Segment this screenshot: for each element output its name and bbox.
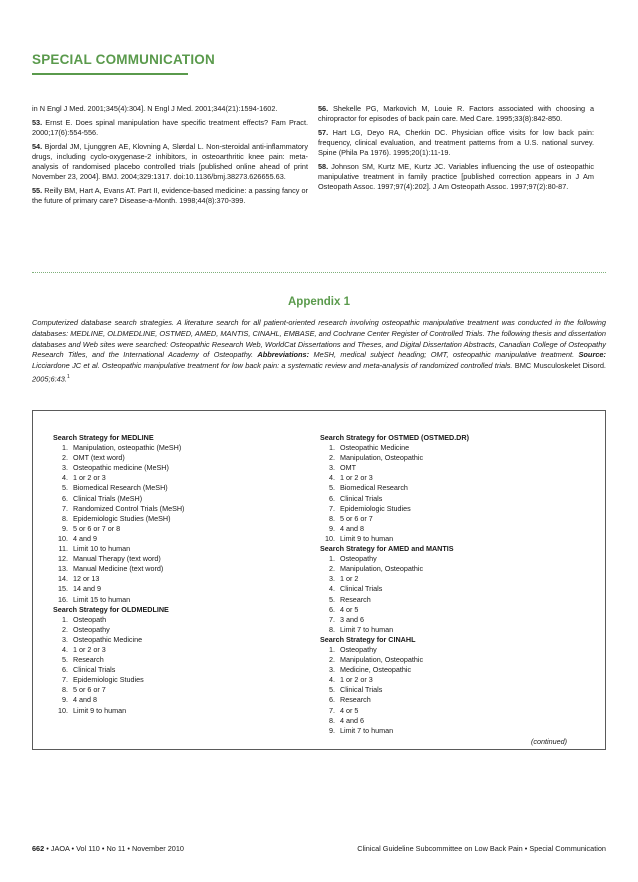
step-number: 6.: [329, 604, 335, 614]
strategy-step: [320, 655, 590, 665]
step-text: Research: [340, 594, 371, 604]
step-number: 6.: [62, 665, 68, 675]
reference-number: 55.: [32, 186, 43, 195]
strategy-step: [53, 706, 313, 716]
step-number: 9.: [329, 725, 335, 735]
strategy-step: [53, 655, 313, 665]
step-text: OMT (text word): [73, 453, 125, 463]
step-number: 5.: [62, 655, 68, 665]
references-right-column: [318, 104, 594, 196]
strategy-step: [53, 483, 313, 493]
strategy-step: [53, 645, 313, 655]
strategy-step: [53, 635, 313, 645]
strategy-step: [320, 564, 590, 574]
step-text: OMT: [340, 463, 356, 473]
step-number: 7.: [62, 503, 68, 513]
source-citation: 2005;6:43.: [32, 374, 67, 384]
page-number: 662: [32, 844, 45, 853]
step-text: 4 and 9: [73, 533, 97, 543]
journal-info: • JAOA • Vol 110 • No 11 • November 2010: [46, 844, 184, 853]
continued-label: (continued): [531, 737, 567, 746]
step-text: 1 or 2 or 3: [73, 473, 106, 483]
step-text: Manual Medicine (text word): [73, 564, 164, 574]
step-text: Manipulation, Osteopathic: [340, 453, 424, 463]
step-number: 3.: [329, 574, 335, 584]
reference-item: [318, 104, 594, 124]
step-number: 2.: [329, 564, 335, 574]
strategy-heading: Search Strategy for MEDLINE: [53, 433, 154, 442]
step-number: 6.: [329, 695, 335, 705]
section-divider: [32, 272, 606, 273]
step-number: 12.: [58, 554, 68, 564]
step-text: Limit 7 to human: [340, 725, 394, 735]
step-text: Limit 9 to human: [340, 533, 394, 543]
step-number: 3.: [62, 463, 68, 473]
strategy-step: [320, 706, 590, 716]
abbreviations-label: Abbreviations:: [257, 350, 310, 360]
strategy-step: [320, 685, 590, 695]
step-text: Manipulation, Osteopathic: [340, 564, 424, 574]
step-number: 8.: [62, 513, 68, 523]
step-text: 4 and 6: [340, 715, 364, 725]
search-strategy-box: [32, 410, 606, 750]
step-number: 11.: [58, 544, 68, 554]
reference-item: [318, 162, 594, 192]
step-text: 5 or 6 or 7 or 8: [73, 523, 121, 533]
appendix-intro: [32, 318, 606, 385]
step-number: 1.: [329, 554, 335, 564]
step-number: 3.: [329, 665, 335, 675]
step-text: Epidemiologic Studies: [73, 675, 144, 685]
step-number: 5.: [329, 594, 335, 604]
strategy-step: [53, 625, 313, 635]
step-number: 9.: [62, 523, 68, 533]
reference-item: [318, 128, 594, 158]
step-text: Osteopathy: [340, 644, 377, 654]
step-number: 15.: [58, 584, 68, 594]
strategy-left-column: [53, 433, 313, 716]
strategy-step: [320, 665, 590, 675]
footer-right: Clinical Guideline Subcommittee on Low Back Pain • Special Communication: [357, 844, 606, 853]
step-text: 1 or 2 or 3: [340, 473, 373, 483]
reference-item: [32, 142, 308, 182]
strategy-step: [53, 463, 313, 473]
step-number: 7.: [329, 503, 335, 513]
step-number: 9.: [62, 695, 68, 705]
strategy-step: [320, 675, 590, 685]
strategy-step: [53, 453, 313, 463]
step-text: 3 and 6: [340, 614, 364, 624]
strategy-step: [320, 645, 590, 655]
step-number: 1.: [62, 614, 68, 624]
step-number: 8.: [329, 715, 335, 725]
strategy-step: [53, 534, 313, 544]
step-text: 14 and 9: [73, 584, 101, 594]
step-text: Osteopathic medicine (MeSH): [73, 463, 169, 473]
step-number: 5.: [62, 483, 68, 493]
abbreviations-text: MeSH, medical subject heading; OMT, osteopathic manipulative treatment.: [313, 350, 575, 360]
step-number: 7.: [62, 675, 68, 685]
step-number: 4.: [329, 675, 335, 685]
step-number: 4.: [62, 473, 68, 483]
strategy-step: [320, 595, 590, 605]
step-number: 3.: [62, 634, 68, 644]
reference-item: [32, 118, 308, 138]
intro-text: Computerized database search strategies. A literature search for all patient-oriented research involving osteopathic manipulative treatment was conducted in the following databases: MEDLINE, OLDMEDLINE, OSTMED, AMED, MANTIS, CINAHL, EMBASE, and Cochrane Center Register of Controlled Trials. The following thesis and dissertation databases and Web sites were searched: Osteopathic Research Web, WorldCat Dissertations and Theses, and Digital Dissertation Abstracts, Canadian College of Osteopathy Research Titles, and the International Academy of Osteopathy.: [32, 318, 606, 360]
step-text: Epidemiologic Studies (MeSH): [73, 513, 171, 523]
strategy-step: [320, 514, 590, 524]
step-number: 5.: [329, 483, 335, 493]
strategy-step: [320, 443, 590, 453]
reference-text: Ernst E. Does spinal manipulation have specific treatment effects? Fam Pract. 2000;17(6):554-556.: [32, 118, 309, 137]
section-header: SPECIAL COMMUNICATION: [32, 52, 215, 67]
references-left-column: [32, 104, 308, 210]
strategy-step: [320, 716, 590, 726]
step-number: 1.: [62, 443, 68, 453]
step-text: Limit 7 to human: [340, 624, 394, 634]
step-number: 9.: [329, 523, 335, 533]
step-number: 8.: [329, 624, 335, 634]
strategy-step: [53, 504, 313, 514]
strategy-step: [320, 483, 590, 493]
step-number: 1.: [329, 443, 335, 453]
strategy-step: [53, 544, 313, 554]
strategy-step: [53, 514, 313, 524]
step-number: 7.: [329, 705, 335, 715]
step-text: Biomedical Research (MeSH): [73, 483, 168, 493]
step-number: 13.: [58, 564, 68, 574]
reference-text: Reilly BM, Hart A, Evans AT. Part II, evidence-based medicine: a passing fancy or the future of primary care? Disease-a-Month. 1998;44(8):370-399.: [32, 186, 308, 205]
step-number: 8.: [329, 513, 335, 523]
step-text: Osteopath: [73, 614, 107, 624]
step-text: Osteopathy: [340, 554, 377, 564]
strategy-step: [53, 595, 313, 605]
step-text: Clinical Trials: [73, 665, 116, 675]
step-number: 6.: [62, 493, 68, 503]
strategy-step: [320, 625, 590, 635]
step-number: 3.: [329, 463, 335, 473]
step-text: Osteopathy: [73, 624, 110, 634]
step-number: 10.: [58, 705, 68, 715]
step-number: 14.: [58, 574, 68, 584]
step-number: 10.: [325, 533, 335, 543]
step-text: Limit 9 to human: [73, 705, 127, 715]
step-number: 4.: [329, 584, 335, 594]
strategy-step: [320, 584, 590, 594]
step-text: Research: [340, 695, 371, 705]
strategy-step: [320, 463, 590, 473]
step-text: 4 or 5: [340, 705, 359, 715]
reference-text: Johnson SM, Kurtz ME, Kurtz JC. Variables influencing the use of osteopathic manipulative treatment in family practice [published correction appears in J Am Osteopath Assoc. 1997;97(4):202]. J Am Osteopath Assoc. 1997;97(2):80-87.: [318, 162, 594, 191]
step-text: Manipulation, osteopathic (MeSH): [73, 443, 182, 453]
step-number: 2.: [62, 453, 68, 463]
step-number: 2.: [329, 655, 335, 665]
reference-number: 56.: [318, 104, 329, 113]
strategy-step: [320, 453, 590, 463]
reference-number: 57.: [318, 128, 329, 137]
source-journal: BMC Musculoskelet Disord.: [514, 361, 606, 371]
reference-number: 58.: [318, 162, 329, 171]
step-text: Clinical Trials: [340, 584, 383, 594]
step-text: 12 or 13: [73, 574, 100, 584]
step-text: Biomedical Research: [340, 483, 408, 493]
strategy-step: [320, 554, 590, 564]
step-text: Randomized Control Trials (MeSH): [73, 503, 185, 513]
reference-text: Shekelle PG, Markovich M, Louie R. Factors associated with choosing a chiropractor for episodes of back pain care. Med Care. 1995;33(8):842-850.: [318, 104, 595, 123]
step-text: Limit 15 to human: [73, 594, 131, 604]
step-text: 1 or 2 or 3: [73, 644, 106, 654]
strategy-step: [320, 726, 590, 736]
strategy-step: [53, 685, 313, 695]
step-number: 8.: [62, 685, 68, 695]
step-number: 4.: [62, 644, 68, 654]
strategy-heading: Search Strategy for CINAHL: [320, 634, 416, 644]
source-label: Source:: [578, 350, 607, 360]
footer-left: [32, 844, 184, 853]
step-text: Clinical Trials: [340, 493, 383, 503]
strategy-step: [320, 494, 590, 504]
step-text: 5 or 6 or 7: [340, 513, 373, 523]
strategy-step: [53, 524, 313, 534]
strategy-step: [320, 695, 590, 705]
step-text: Clinical Trials (MeSH): [73, 493, 143, 503]
step-text: Manipulation, Osteopathic: [340, 655, 424, 665]
strategy-step: [53, 695, 313, 705]
strategy-heading: Search Strategy for OLDMEDLINE: [53, 604, 169, 614]
strategy-step: [53, 473, 313, 483]
step-text: 4 and 8: [340, 523, 364, 533]
strategy-step: [53, 564, 313, 574]
step-number: 4.: [329, 473, 335, 483]
step-number: 10.: [58, 533, 68, 543]
step-number: 7.: [329, 614, 335, 624]
strategy-step: [320, 524, 590, 534]
step-text: Manual Therapy (text word): [73, 554, 161, 564]
strategy-step: [320, 574, 590, 584]
source-text: Licciardone JC et al. Osteopathic manipulative treatment for low back pain: a systematic review and meta-analysis of randomized controlled trials.: [32, 361, 513, 371]
step-number: 6.: [329, 493, 335, 503]
step-text: Medicine, Osteopathic: [340, 665, 412, 675]
strategy-step: [53, 584, 313, 594]
reference-number: 54.: [32, 142, 43, 151]
reference-item: [32, 104, 308, 114]
step-number: 5.: [329, 685, 335, 695]
strategy-step: [53, 665, 313, 675]
step-text: 1 or 2 or 3: [340, 675, 373, 685]
step-number: 1.: [329, 644, 335, 654]
strategy-step: [53, 574, 313, 584]
step-text: Clinical Trials: [340, 685, 383, 695]
strategy-right-column: [320, 433, 590, 736]
strategy-heading: Search Strategy for OSTMED (OSTMED.DR): [320, 433, 469, 442]
strategy-step: [53, 443, 313, 453]
step-text: 4 or 5: [340, 604, 359, 614]
step-number: 2.: [329, 453, 335, 463]
strategy-step: [320, 473, 590, 483]
step-text: Research: [73, 655, 104, 665]
step-number: 2.: [62, 624, 68, 634]
strategy-step: [320, 534, 590, 544]
reference-item: [32, 186, 308, 206]
strategy-step: [53, 615, 313, 625]
strategy-step: [53, 494, 313, 504]
step-text: Osteopathic Medicine: [340, 443, 410, 453]
reference-text: Bjordal JM, Ljunggren AE, Klovning A, Slørdal L. Non-steroidal anti-inflammatory drugs, including cyclo-oxygenase-2 inhibitors, in osteoarthritic knee pain: meta-analysis of randomised placebo controlled trials [published online ahead of print November 23, 2004]. BMJ. 2004;329:1317. doi:10.1136/bmj.38273.626655.63.: [32, 142, 308, 181]
reference-text: Hart LG, Deyo RA, Cherkin DC. Physician office visits for low back pain: frequency, clinical evaluation, and treatment patterns from a U.S. national survey. Spine (Phila Pa 1976). 1995;20(1):11-19.: [318, 128, 594, 157]
reference-number: 53.: [32, 118, 43, 127]
step-text: 1 or 2: [340, 574, 359, 584]
step-text: 4 and 8: [73, 695, 97, 705]
strategy-step: [53, 675, 313, 685]
strategy-step: [320, 605, 590, 615]
appendix-title: Appendix 1: [288, 296, 350, 308]
strategy-step: [320, 504, 590, 514]
step-text: 5 or 6 or 7: [73, 685, 106, 695]
step-text: Epidemiologic Studies: [340, 503, 411, 513]
strategy-heading: Search Strategy for AMED and MANTIS: [320, 544, 454, 554]
reference-text: in N Engl J Med. 2001;345(4):304]. N Engl J Med. 2001;344(21):1594-1602.: [32, 104, 278, 113]
step-number: 16.: [58, 594, 68, 604]
source-ref: 1: [66, 373, 70, 380]
step-text: Osteopathic Medicine: [73, 634, 143, 644]
header-rule: [32, 73, 188, 75]
strategy-step: [53, 554, 313, 564]
step-text: Limit 10 to human: [73, 544, 131, 554]
strategy-step: [320, 615, 590, 625]
